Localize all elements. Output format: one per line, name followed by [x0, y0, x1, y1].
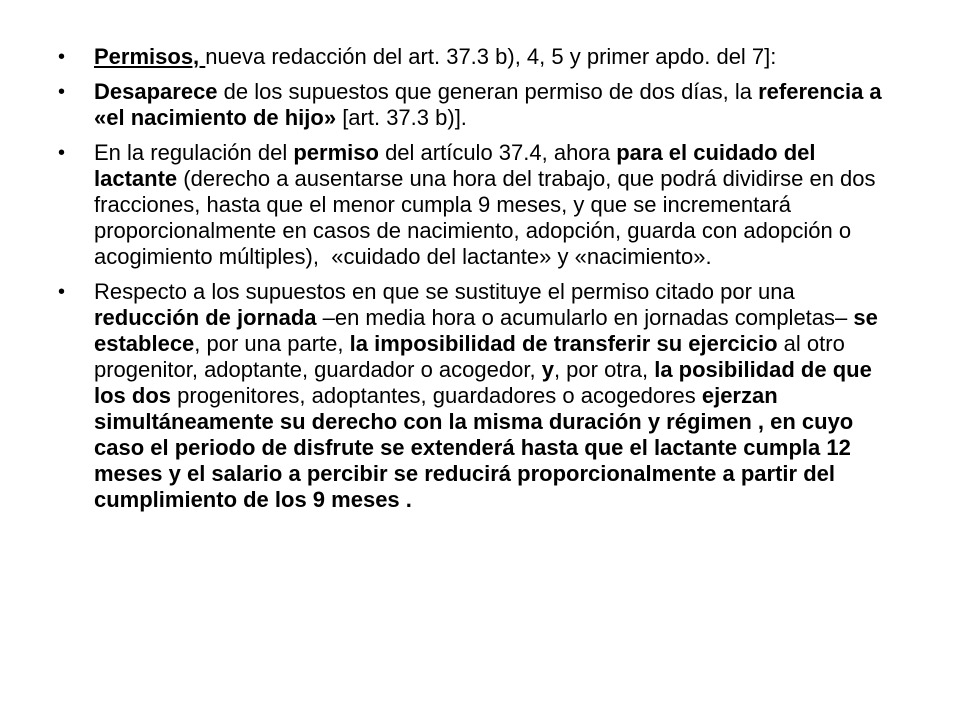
bullet-list: [58, 44, 902, 522]
text-run: al otro progenitor, adoptante, guardador o acogedor,: [94, 331, 851, 382]
text-run: , por una parte,: [194, 331, 350, 356]
text-run: Desaparece: [94, 79, 218, 104]
text-run: , por otra,: [553, 357, 655, 382]
bullet-dot-icon: •: [58, 142, 66, 164]
text-run: (derecho a ausentarse una hora del trabajo, que podrá dividirse en dos fracciones, hasta que el menor cumpla 9 meses, y que se incrementará proporcionalmente en casos de nacimiento, adopción, guarda con adopción o acogimiento múltiples), «cuidado del lactante» y «nacimiento».: [94, 166, 882, 269]
text-run: de los supuestos que generan permiso de dos días, la: [217, 79, 759, 104]
bullet-item: [58, 79, 902, 131]
text-run: la posibilidad de que los dos: [94, 357, 878, 408]
bullet-item: [58, 140, 902, 270]
text-run: para el cuidado del lactante: [94, 140, 822, 191]
text-run: se establece: [94, 305, 884, 356]
text-run: permiso: [293, 140, 379, 165]
text-run: referencia a «el nacimiento de hijo»: [94, 79, 888, 130]
text-run: y: [541, 357, 554, 382]
text-run: progenitores, adoptantes, guardadores o acogedores: [171, 383, 702, 408]
text-run: –en media hora o acumularlo en jornadas completas–: [316, 305, 854, 330]
bullet-text: [94, 44, 776, 69]
text-run: [art. 37.3 b)].: [336, 105, 467, 130]
bullet-text: [94, 79, 888, 130]
bullet-item: [58, 44, 902, 70]
bullet-item: [58, 279, 902, 513]
text-run: Respecto a los supuestos en que se sustituye el permiso citado por una: [94, 279, 801, 304]
bullet-dot-icon: •: [58, 46, 66, 68]
bullet-dot-icon: •: [58, 81, 66, 103]
bullet-text: [94, 140, 882, 269]
text-run: En la regulación del: [94, 140, 294, 165]
text-run: Permisos,: [94, 44, 206, 69]
text-run: nueva redacción del art. 37.3 b), 4, 5 y primer apdo. del 7]:: [205, 44, 777, 69]
text-run: del artículo 37.4, ahora: [378, 140, 617, 165]
text-run: reducción de jornada: [94, 305, 317, 330]
bullet-text: [94, 279, 884, 512]
text-run: ejerzan simultáneamente su derecho con la misma duración y régimen , en cuyo caso el periodo de disfrute se extenderá hasta que el lactante cumpla 12 meses y el salario a percibir se reducirá proporcionalmente a partir del cumplimiento de los 9 meses .: [94, 383, 860, 512]
bullet-dot-icon: •: [58, 281, 66, 303]
text-run: la imposibilidad de transferir su ejercicio: [349, 331, 778, 356]
